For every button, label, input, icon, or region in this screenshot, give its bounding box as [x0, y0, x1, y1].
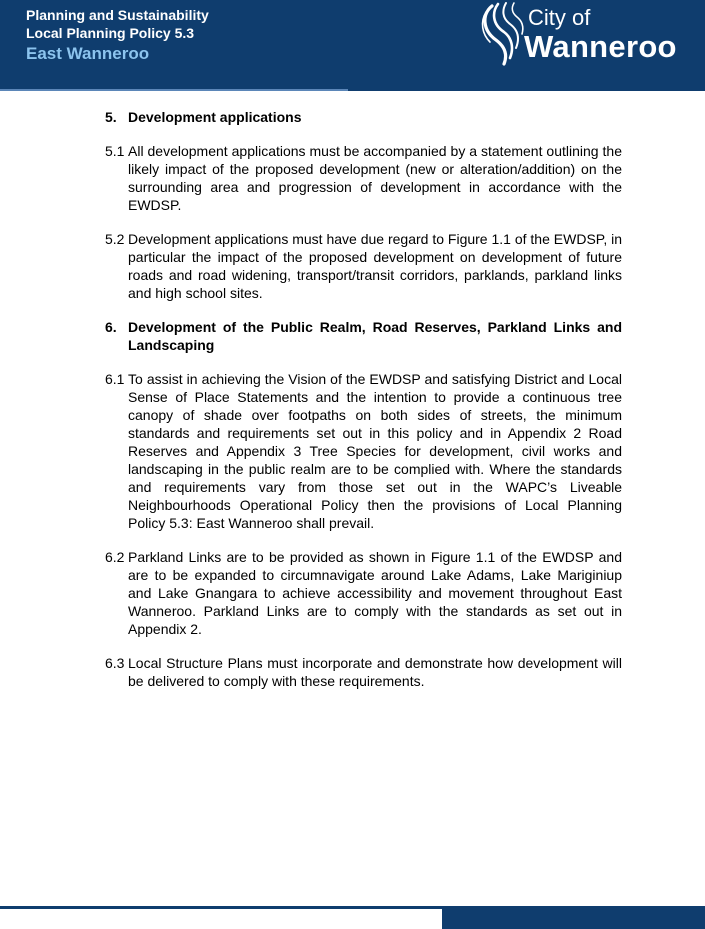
clause-number: 6.3 [105, 655, 125, 671]
section-title: Development of the Public Realm, Road Reserves, Parkland Links and Landscaping [128, 319, 622, 353]
header-title-line2: Local Planning Policy 5.3 [26, 25, 195, 41]
section-number: 5. [105, 109, 117, 125]
section-heading-6 [105, 318, 622, 354]
clause-text: Parkland Links are to be provided as shown in Figure 1.1 of the EWDSP and are to be expanded to circumnavigate around Lake Adams, Lake Mariginiup and Lake Gnangara to achieve accessibility and movement throughout East Wanneroo. Parkland Links are to comply with the standards as set out in Appendix 2. [128, 549, 622, 637]
header-accent-line [0, 89, 348, 91]
clause-6-1 [105, 370, 622, 532]
section-heading-5 [105, 108, 622, 126]
clause-number: 5.2 [105, 231, 125, 247]
page-header [0, 0, 705, 91]
footer-block [442, 906, 705, 929]
clause-5-1 [105, 142, 622, 214]
clause-number: 6.2 [105, 549, 125, 565]
clause-text: To assist in achieving the Vision of the EWDSP and satisfying District and Local Sense of Place Statements and the intention to provide a continuous tree canopy of shade over footpaths on both sides of streets, the minimum standards and requirements set out in this policy and in Appendix 2 Road Reserves and Appendix 3 Tree Species for development, civil works and landscaping in the public realm are to be complied with. Where the standards and requirements vary from those set out in the WAPC’s Liveable Neighbourhoods Operational Policy then the provisions of Local Planning Policy 5.3: East Wanneroo shall prevail. [128, 371, 622, 531]
city-of-wanneroo-logo [478, 0, 700, 70]
clause-number: 5.1 [105, 143, 125, 159]
header-subtitle: East Wanneroo [26, 44, 150, 63]
logo-wanneroo-text: Wanneroo [524, 29, 677, 64]
clause-number: 6.1 [105, 371, 125, 387]
clause-text: Local Structure Plans must incorporate and demonstrate how development will be delivered to comply with these requirements. [128, 655, 622, 689]
clause-5-2 [105, 230, 622, 302]
clause-text: All development applications must be accompanied by a statement outlining the likely impact of the proposed development (new or alteration/addition) on the surrounding area and progression of development in accordance with the EWDSP. [128, 143, 622, 213]
clause-text: Development applications must have due regard to Figure 1.1 of the EWDSP, in particular the impact of the proposed development on development of future roads and road widening, transport/transit corridors, parklands, parkland links and high school sites. [128, 231, 622, 301]
clause-6-3 [105, 654, 622, 690]
wanneroo-swirl-logo-icon [478, 0, 528, 70]
header-title-line1: Planning and Sustainability [26, 7, 209, 23]
clause-6-2 [105, 548, 622, 638]
policy-content [105, 108, 622, 690]
section-title: Development applications [128, 109, 302, 125]
section-number: 6. [105, 319, 117, 335]
logo-city-of-text: City of [528, 5, 591, 30]
